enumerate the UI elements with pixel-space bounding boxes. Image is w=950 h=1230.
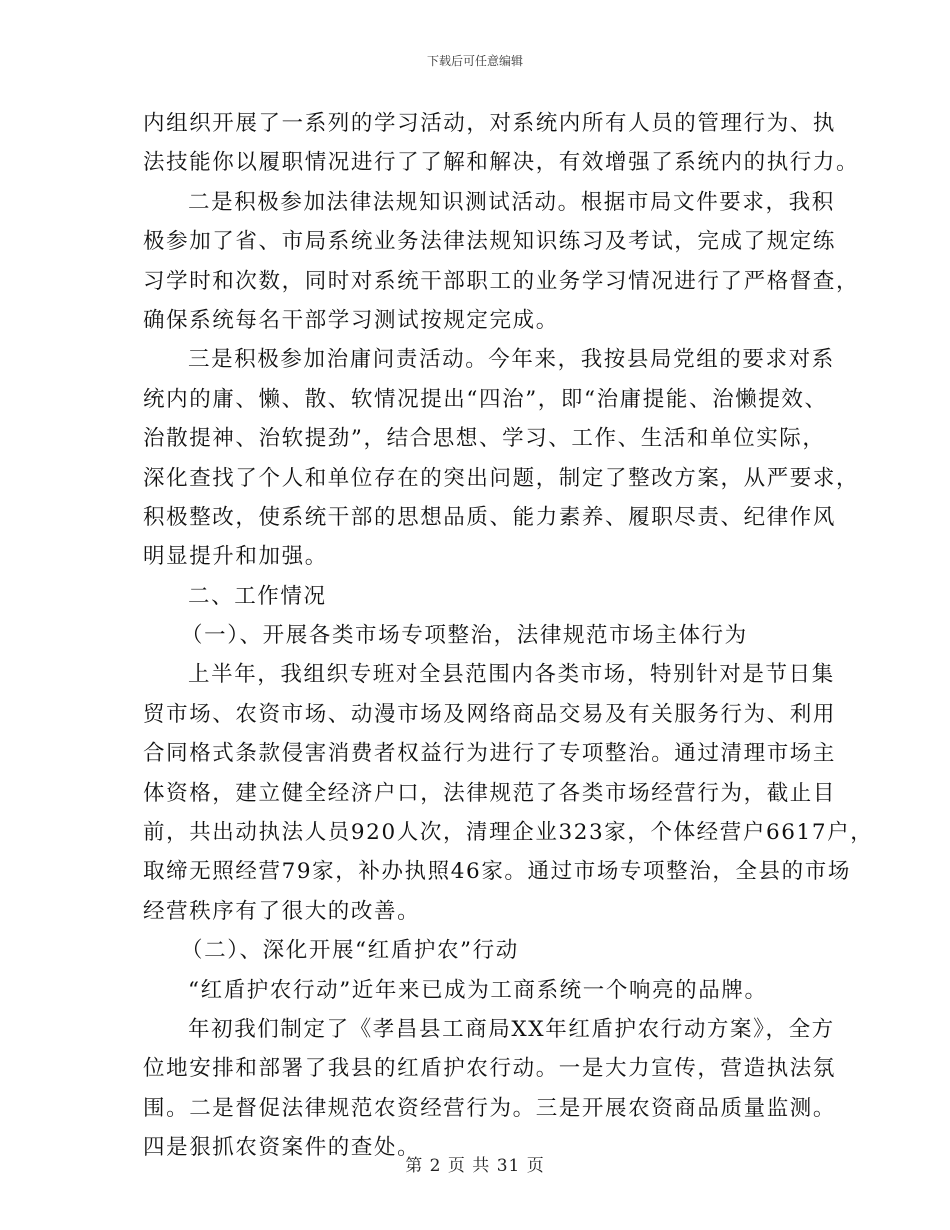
section-heading: 二、工作情况 bbox=[188, 583, 327, 609]
paragraph-line: 二是积极参加法律法规知识测试活动。根据市局文件要求，我积 bbox=[188, 189, 835, 215]
paragraph-line: 上半年，我组织专班对全县范围内各类市场，特别针对是节日集 bbox=[188, 662, 835, 688]
paragraph-line: 前，共出动执法人员920人次，清理企业323家，个体经营户6617户， bbox=[143, 820, 874, 846]
paragraph-line: 取缔无照经营79家，补办执照46家。通过市场专项整治，全县的市场 bbox=[143, 859, 851, 885]
paragraph-line: 经营秩序有了很大的改善。 bbox=[143, 898, 421, 924]
paragraph-line: 内组织开展了一系列的学习活动，对系统内所有人员的管理行为、执 bbox=[143, 111, 837, 136]
document-body bbox=[143, 104, 874, 1168]
paragraph-line: 习学时和次数，同时对系统干部职工的业务学习情况进行了严格督查， bbox=[143, 268, 860, 294]
subsection-heading: （二）、深化开展“红盾护农”行动 bbox=[181, 938, 519, 964]
paragraph-line: 年初我们制定了《孝昌县工商局XX年红盾护农行动方案》，全方 bbox=[188, 1016, 835, 1042]
paragraph-line: 治散提神、治软提劲”，结合思想、学习、工作、生活和单位实际， bbox=[143, 426, 826, 452]
paragraph-line: “红盾护农行动”近年来已成为工商系统一个响亮的品牌。 bbox=[188, 977, 768, 1003]
subsection-heading: （一）、开展各类市场专项整治，法律规范市场主体行为 bbox=[181, 623, 748, 649]
page-number: 第 2 页 共 31 页 bbox=[405, 1156, 545, 1176]
paragraph-line: 四是狠抓农资案件的查处。 bbox=[143, 1135, 421, 1161]
paragraph-line: 围。二是督促法律规范农资经营行为。三是开展农资商品质量监测。 bbox=[143, 1095, 837, 1121]
paragraph-line: 位地安排和部署了我县的红盾护农行动。一是大力宣传，营造执法氛 bbox=[143, 1056, 837, 1082]
paragraph-line: 法技能你以履职情况进行了了解和解决，有效增强了系统内的执行力。 bbox=[143, 150, 860, 176]
paragraph-line: 统内的庸、懒、散、软情况提出“四治”，即“治庸提能、治懒提效、 bbox=[143, 386, 828, 412]
paragraph-line: 贸市场、农资市场、动漫市场及网络商品交易及有关服务行为、利用 bbox=[143, 701, 837, 727]
paragraph-line: 体资格，建立健全经济户口，法律规范了各类市场经营行为，截止目 bbox=[143, 780, 837, 806]
paragraph-line: 合同格式条款侵害消费者权益行为进行了专项整治。通过清理市场主 bbox=[143, 741, 837, 767]
page-header: 下载后可任意编辑 bbox=[426, 54, 523, 68]
paragraph-line: 积极整改，使系统干部的思想品质、能力素养、履职尽责、纪律作风 bbox=[143, 504, 837, 530]
paragraph-line: 深化查找了个人和单位存在的突出问题，制定了整改方案，从严要求， bbox=[143, 465, 860, 491]
paragraph-line: 明显提升和加强。 bbox=[143, 544, 328, 570]
paragraph-line: 确保系统每名干部学习测试按规定完成。 bbox=[143, 307, 559, 333]
paragraph-line: 三是积极参加治庸问责活动。今年来，我按县局党组的要求对系 bbox=[188, 347, 835, 373]
paragraph-line: 极参加了省、市局系统业务法律法规知识练习及考试，完成了规定练 bbox=[143, 229, 837, 255]
